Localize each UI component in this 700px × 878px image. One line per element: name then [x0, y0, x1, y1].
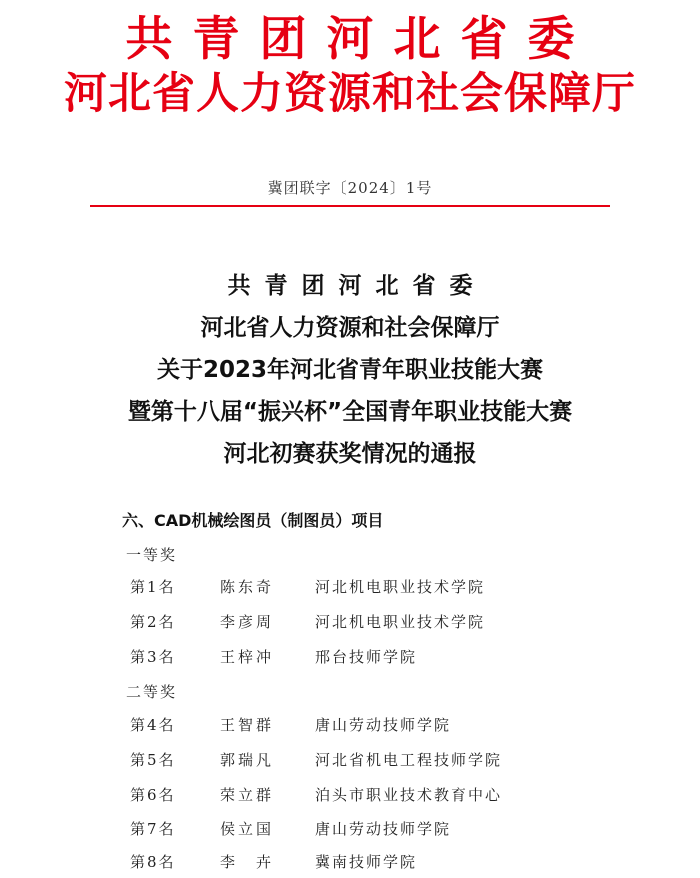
winner-name: 郭瑞凡 [220, 751, 275, 769]
rank: 第3名 [130, 648, 176, 666]
title-line-1: 共青团河北省委 [227, 273, 487, 299]
school-name: 河北机电职业技术学院 [315, 578, 486, 596]
title-line-5: 河北初赛获奖情况的通报 [223, 441, 477, 467]
rank: 第7名 [130, 820, 176, 838]
school-name: 唐山劳动技师学院 [315, 716, 452, 734]
rank: 第6名 [130, 786, 176, 804]
letterhead-line-2: 河北省人力资源和社会保障厅 [64, 69, 636, 119]
title-line-2: 河北省人力资源和社会保障厅 [200, 315, 500, 341]
winner-name: 陈东奇 [220, 578, 275, 596]
letterhead-line-1: 共青团河北省委 [125, 12, 595, 67]
school-name: 冀南技师学院 [315, 853, 418, 871]
winner-name: 李彦周 [220, 613, 275, 631]
rank: 第1名 [130, 578, 176, 596]
school-name: 河北省机电工程技师学院 [315, 751, 503, 769]
school-name: 唐山劳动技师学院 [315, 820, 452, 838]
winner-name: 王梓冲 [220, 648, 275, 666]
school-name: 泊头市职业技术教育中心 [315, 786, 503, 804]
rank: 第8名 [130, 853, 176, 871]
rank: 第4名 [130, 716, 176, 734]
title-line-3: 关于2023年河北省青年职业技能大赛 [156, 357, 543, 383]
school-name: 邢台技师学院 [315, 648, 418, 666]
winner-name: 侯立国 [220, 820, 275, 838]
rank: 第5名 [130, 751, 176, 769]
document-number: 冀团联字〔2024〕1号 [267, 179, 433, 197]
red-divider [90, 205, 610, 207]
first-prize-label: 一等奖 [126, 546, 178, 564]
section-heading: 六、CAD机械绘图员（制图员）项目 [122, 511, 384, 530]
school-name: 河北机电职业技术学院 [315, 613, 486, 631]
second-prize-label: 二等奖 [126, 683, 178, 701]
winner-name: 李 卉 [220, 853, 275, 871]
rank: 第2名 [130, 613, 176, 631]
title-line-4: 暨第十八届“振兴杯”全国青年职业技能大赛 [127, 399, 573, 425]
winner-name: 王智群 [220, 716, 275, 734]
document-title [0, 265, 700, 475]
winner-name: 荣立群 [220, 786, 275, 804]
